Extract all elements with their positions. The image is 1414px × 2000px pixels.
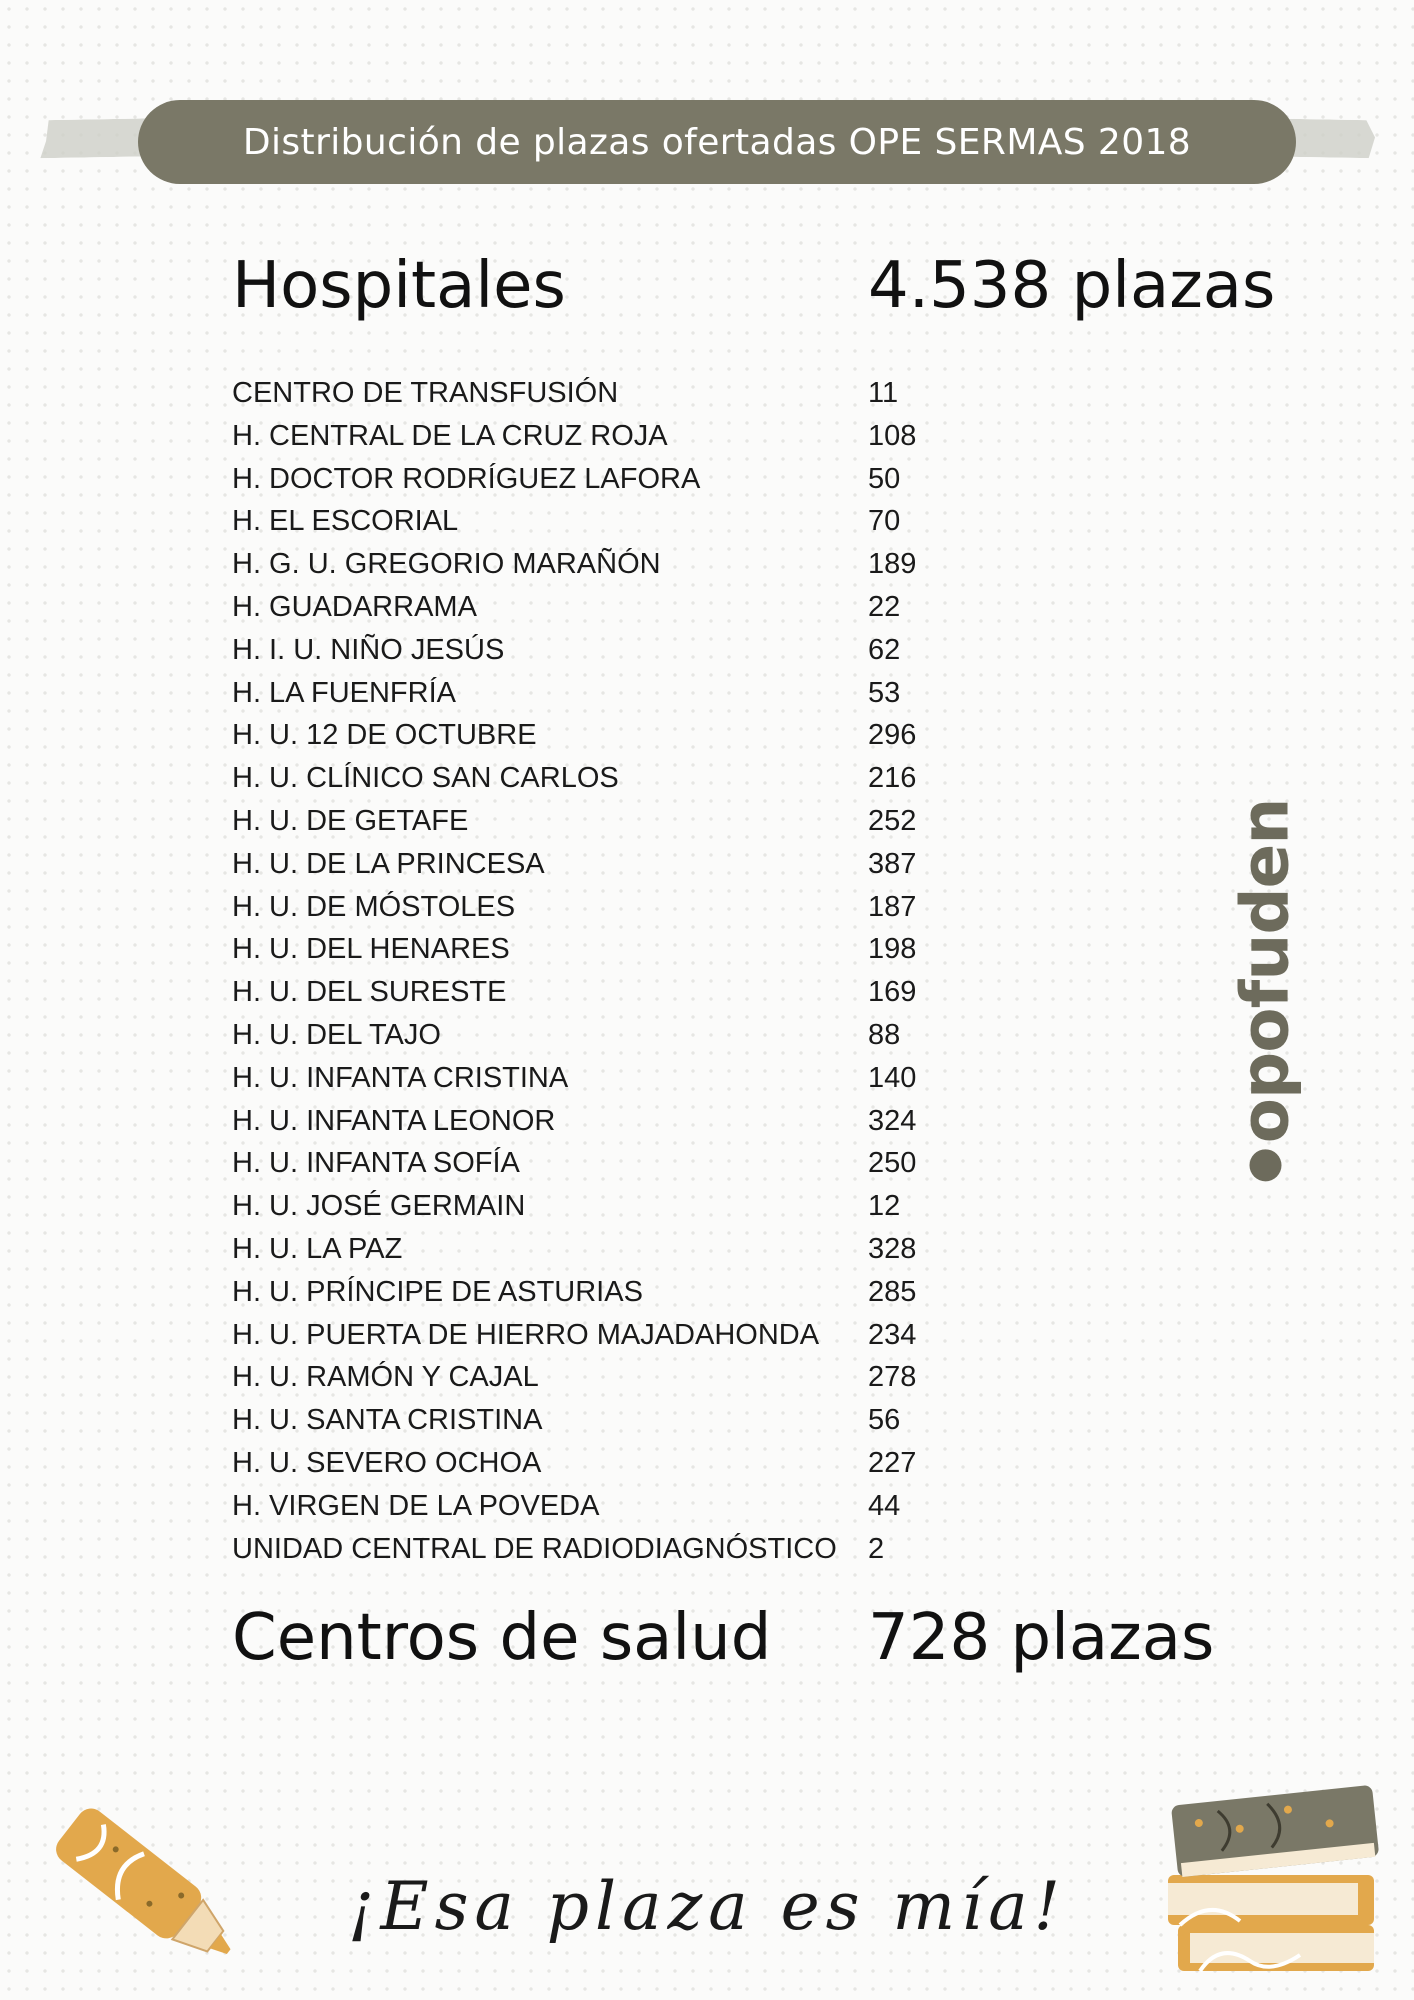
hospitals-total: 4.538 plazas <box>868 249 1276 323</box>
hospital-plazas: 285 <box>868 1275 917 1308</box>
list-item <box>232 372 992 415</box>
list-item <box>232 1314 992 1357</box>
hospital-name: H. U. INFANTA LEONOR <box>232 1104 556 1137</box>
hospital-plazas: 234 <box>868 1318 917 1351</box>
brand-dot-icon <box>1249 1149 1281 1181</box>
list-item <box>232 1442 992 1485</box>
hospital-name: H. G. U. GREGORIO MARAÑÓN <box>232 548 661 581</box>
hospital-plazas: 328 <box>868 1232 917 1265</box>
hospital-plazas: 56 <box>868 1404 901 1437</box>
list-item <box>232 1271 992 1314</box>
health-centers-heading: Centros de salud <box>232 1601 772 1675</box>
health-centers-summary <box>232 1598 1282 1678</box>
hospital-plazas: 187 <box>868 890 917 923</box>
hospital-plazas: 12 <box>868 1190 901 1223</box>
hospital-plazas: 387 <box>868 847 917 880</box>
list-item <box>232 629 992 672</box>
hospital-name: H. U. PRÍNCIPE DE ASTURIAS <box>232 1275 643 1308</box>
hospital-name: H. U. 12 DE OCTUBRE <box>232 719 537 752</box>
hospital-plazas: 278 <box>868 1361 917 1394</box>
health-centers-total: 728 plazas <box>868 1601 1215 1675</box>
list-item <box>232 458 992 501</box>
list-item <box>232 672 992 715</box>
list-item <box>232 1356 992 1399</box>
list-item <box>232 1100 992 1143</box>
hospitals-summary <box>232 246 1282 326</box>
hospital-plazas: 198 <box>868 933 917 966</box>
hospital-name: H. LA FUENFRÍA <box>232 676 456 709</box>
list-item <box>232 757 992 800</box>
title-banner <box>138 100 1296 184</box>
hospital-name: H. U. JOSÉ GERMAIN <box>232 1190 526 1223</box>
hospital-name: H. U. DEL TAJO <box>232 1018 441 1051</box>
list-item <box>232 1228 992 1271</box>
slogan: ¡Esa plaza es mía! <box>347 1868 1067 1945</box>
hospital-plazas: 88 <box>868 1018 901 1051</box>
hospital-name: H. U. DE GETAFE <box>232 804 469 837</box>
hospital-plazas: 108 <box>868 419 917 452</box>
hospital-plazas: 216 <box>868 762 917 795</box>
list-item <box>232 714 992 757</box>
page-title: Distribución de plazas ofertadas OPE SERMAS 2018 <box>242 121 1192 163</box>
hospital-plazas: 2 <box>868 1532 885 1565</box>
hospital-plazas: 296 <box>868 719 917 752</box>
hospital-name: H. I. U. NIÑO JESÚS <box>232 633 505 666</box>
hospital-name: H. U. DEL HENARES <box>232 933 510 966</box>
hospital-plazas: 70 <box>868 505 901 538</box>
hospital-name: H. U. DEL SURESTE <box>232 976 507 1009</box>
hospital-name: H. U. INFANTA CRISTINA <box>232 1061 569 1094</box>
list-item <box>232 1528 992 1571</box>
list-item <box>232 543 992 586</box>
hospital-name: H. U. DE MÓSTOLES <box>232 890 516 923</box>
hospital-name: CENTRO DE TRANSFUSIÓN <box>232 377 619 409</box>
hospital-list <box>232 372 992 1570</box>
hospital-name: UNIDAD CENTRAL DE RADIODIAGNÓSTICO <box>232 1532 837 1565</box>
hospital-plazas: 44 <box>868 1489 901 1522</box>
hospital-name: H. GUADARRAMA <box>232 590 477 623</box>
hospital-plazas: 324 <box>868 1104 917 1137</box>
list-item <box>232 1142 992 1185</box>
hospital-plazas: 227 <box>868 1446 917 1479</box>
hospital-name: H. U. PUERTA DE HIERRO MAJADAHONDA <box>232 1318 820 1351</box>
list-item <box>232 500 992 543</box>
brand-logo <box>1227 799 1304 1182</box>
list-item <box>232 1014 992 1057</box>
list-item <box>232 800 992 843</box>
hospital-name: H. U. SEVERO OCHOA <box>232 1446 542 1479</box>
brand-name: opofuden <box>1226 798 1304 1144</box>
hospital-plazas: 50 <box>868 462 901 495</box>
hospital-plazas: 22 <box>868 590 901 623</box>
list-item <box>232 586 992 629</box>
hospital-name: H. U. DE LA PRINCESA <box>232 847 545 880</box>
hospital-name: H. VIRGEN DE LA POVEDA <box>232 1489 600 1522</box>
hospital-plazas: 62 <box>868 633 901 666</box>
hospital-name: H. U. LA PAZ <box>232 1232 403 1265</box>
hospital-name: H. DOCTOR RODRÍGUEZ LAFORA <box>232 462 701 495</box>
hospital-name: H. CENTRAL DE LA CRUZ ROJA <box>232 419 668 452</box>
hospital-name: H. U. RAMÓN Y CAJAL <box>232 1361 539 1394</box>
hospital-plazas: 252 <box>868 804 917 837</box>
list-item <box>232 1399 992 1442</box>
list-item <box>232 928 992 971</box>
hospital-plazas: 11 <box>868 377 899 409</box>
list-item <box>232 1057 992 1100</box>
hospital-name: H. U. INFANTA SOFÍA <box>232 1147 520 1180</box>
list-item <box>232 843 992 886</box>
hospital-plazas: 250 <box>868 1147 917 1180</box>
hospital-name: H. U. SANTA CRISTINA <box>232 1404 543 1437</box>
hospital-plazas: 53 <box>868 676 901 709</box>
hospital-name: H. U. CLÍNICO SAN CARLOS <box>232 762 619 795</box>
hospital-plazas: 189 <box>868 548 917 581</box>
list-item <box>232 886 992 929</box>
hospital-plazas: 169 <box>868 976 917 1009</box>
hospital-plazas: 140 <box>868 1061 917 1094</box>
hospital-name: H. EL ESCORIAL <box>232 505 459 538</box>
list-item <box>232 1485 992 1528</box>
list-item <box>232 415 992 458</box>
list-item <box>232 1185 992 1228</box>
list-item <box>232 971 992 1014</box>
hospitals-heading: Hospitales <box>232 249 566 323</box>
